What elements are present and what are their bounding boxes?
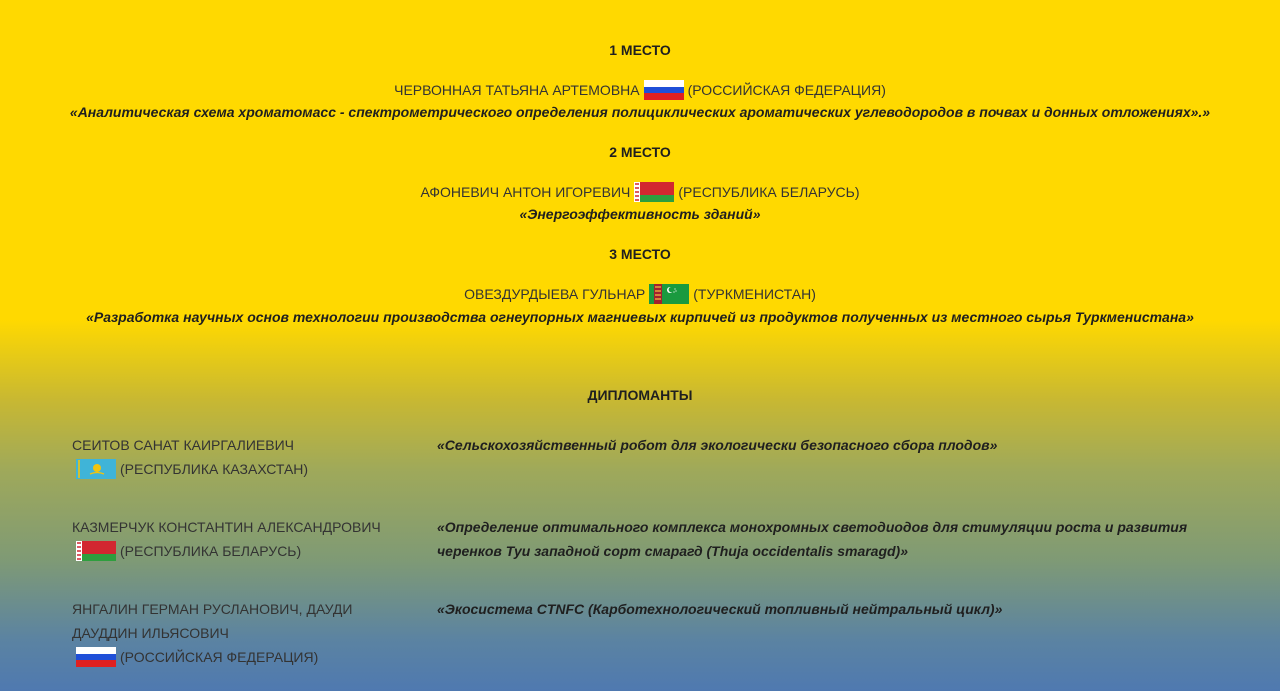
place-3-topic xyxy=(0,309,1280,325)
russia-flag-icon xyxy=(644,80,684,100)
belarus-flag-icon xyxy=(634,182,674,202)
place-1-section xyxy=(0,42,1280,58)
diplomant-name: ЯНГАЛИН ГЕРМАН РУСЛАНОВИЧ, ДАУДИ ДАУДДИН ИЛЬЯСОВИЧ xyxy=(72,601,353,641)
topic-text: «Энергоэффективность зданий» xyxy=(519,206,761,222)
place-title: 2 МЕСТО xyxy=(609,144,671,160)
diplomant-topic: «Экосистема CTNFC (Карботехнологический топливный нейтральный цикл)» xyxy=(437,601,1003,617)
place-title: 3 МЕСТО xyxy=(609,246,671,262)
diplomant-topic: «Определение оптимального комплекса монохромных светодиодов для стимуляции роста и развития черенков Туи западной сорт смарагд (Thuja occidentalis smaragd)» xyxy=(437,519,1188,559)
topic-text: «Аналитическая схема хроматомасс - спектрометрического определения полициклических ароматических углеводородов в почвах и донных отложениях».» xyxy=(69,104,1211,120)
diplomant-country: (РОССИЙСКАЯ ФЕДЕРАЦИЯ) xyxy=(120,649,319,665)
place-1-topic xyxy=(0,104,1280,120)
diplomant-name: СЕИТОВ САНАТ КАИРГАЛИЕВИЧ xyxy=(72,437,294,453)
winner-country: (РЕСПУБЛИКА БЕЛАРУСЬ) xyxy=(678,184,860,200)
winner-name: АФОНЕВИЧ АНТОН ИГОРЕВИЧ xyxy=(420,184,631,200)
place-title: 1 МЕСТО xyxy=(609,42,671,58)
winner-name: ЧЕРВОННАЯ ТАТЬЯНА АРТЕМОВНА xyxy=(394,82,640,98)
diplomant-topic: «Сельскохозяйственный робот для экологически безопасного сбора плодов» xyxy=(437,437,998,453)
diplomant-name: КАЗМЕРЧУК КОНСТАНТИН АЛЕКСАНДРОВИЧ xyxy=(72,519,381,535)
winner-name: ОВЕЗДУРДЫЕВА ГУЛЬНАР xyxy=(464,286,646,302)
place-2-section xyxy=(0,144,1280,160)
diplomant-country: (РЕСПУБЛИКА КАЗАХСТАН) xyxy=(120,461,309,477)
russia-flag-icon xyxy=(76,647,116,667)
kazakhstan-flag-icon xyxy=(76,459,116,479)
diplomant-country: (РЕСПУБЛИКА БЕЛАРУСЬ) xyxy=(120,543,302,559)
winner-country: (ТУРКМЕНИСТАН) xyxy=(693,286,816,302)
place-3-section xyxy=(0,246,1280,262)
place-1-winner xyxy=(0,80,1280,100)
winner-country: (РОССИЙСКАЯ ФЕДЕРАЦИЯ) xyxy=(687,82,886,98)
place-2-topic xyxy=(0,206,1280,222)
belarus-flag-icon xyxy=(76,541,116,561)
diplomants-title: ДИПЛОМАНТЫ xyxy=(587,387,693,403)
place-3-winner xyxy=(0,284,1280,304)
topic-text: «Разработка научных основ технологии производства огнеупорных магниевых кирпичей из продуктов полученных из местного сырья Туркменистана» xyxy=(86,309,1194,325)
place-2-winner xyxy=(0,182,1280,202)
turkmenistan-flag-icon xyxy=(649,284,689,304)
